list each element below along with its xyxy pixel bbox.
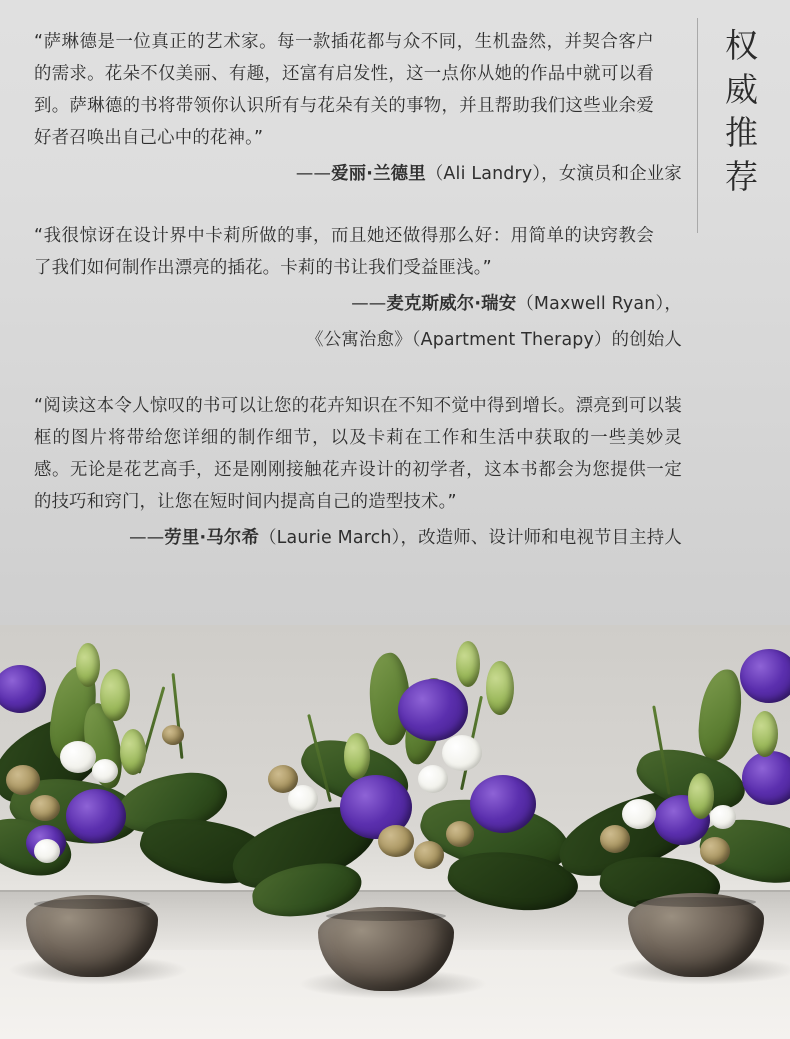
attribution-name: 劳里·马尔希 bbox=[164, 528, 260, 549]
quote-block bbox=[34, 390, 682, 554]
attribution-dash: —— bbox=[129, 528, 165, 549]
title-char-2: 威 bbox=[725, 69, 759, 109]
section-title-vertical bbox=[714, 24, 770, 198]
quote-attribution-line2: 《公寓治愈》（Apartment Therapy）的创始人 bbox=[306, 330, 682, 351]
quote-block bbox=[34, 26, 682, 190]
title-char-3: 推 bbox=[725, 113, 759, 153]
attribution-dash: —— bbox=[295, 164, 332, 185]
quote-text: “我很惊讶在设计界中卡莉所做的事，而且她还做得那么好：用简单的诀窍教会了我们如何制作出漂亮的插花。卡莉的书让我们受益匪浅。” bbox=[34, 226, 654, 279]
title-char-1: 权 bbox=[725, 26, 759, 65]
attribution-name: 麦克斯威尔·瑞安 bbox=[386, 294, 517, 315]
quote-text: “萨琳德是一位真正的艺术家。每一款插花都与众不同，生机盎然，并契合客户的需求。花朵不仅美丽、有趣，还富有启发性，这一点你从她的作品中就可以看到。萨琳德的书将带领你认识所有与花朵有关的事物，并且帮助我们这些业余爱好者召唤出自己心中的花神。” bbox=[34, 32, 654, 149]
title-char-4: 荐 bbox=[725, 156, 759, 196]
quote-list bbox=[34, 26, 682, 580]
quote-attribution bbox=[34, 288, 682, 320]
quote-block bbox=[34, 220, 682, 356]
vertical-divider bbox=[697, 18, 698, 233]
quote-attribution bbox=[34, 522, 682, 554]
attribution-detail: （Maxwell Ryan）， bbox=[516, 294, 682, 315]
floral-arrangement-photo bbox=[0, 625, 790, 1039]
attribution-detail: （Laurie March），改造师、设计师和电视节目主持人 bbox=[259, 528, 682, 549]
attribution-dash: —— bbox=[351, 294, 387, 315]
quote-text: “阅读这本令人惊叹的书可以让您的花卉知识在不知不觉中得到增长。漂亮到可以装框的图片将带给您详细的制作细节，以及卡莉在工作和生活中获取的一些美妙灵感。无论是花艺高手，还是刚刚接触花卉设计的初学者，这本书都会为您提供一定的技巧和窍门，让您在短时间内提高自己的造型技术。” bbox=[34, 396, 682, 513]
quote-attribution bbox=[34, 158, 682, 190]
attribution-name: 爱丽·兰德里 bbox=[331, 164, 426, 185]
attribution-detail: （Ali Landry），女演员和企业家 bbox=[425, 164, 682, 185]
